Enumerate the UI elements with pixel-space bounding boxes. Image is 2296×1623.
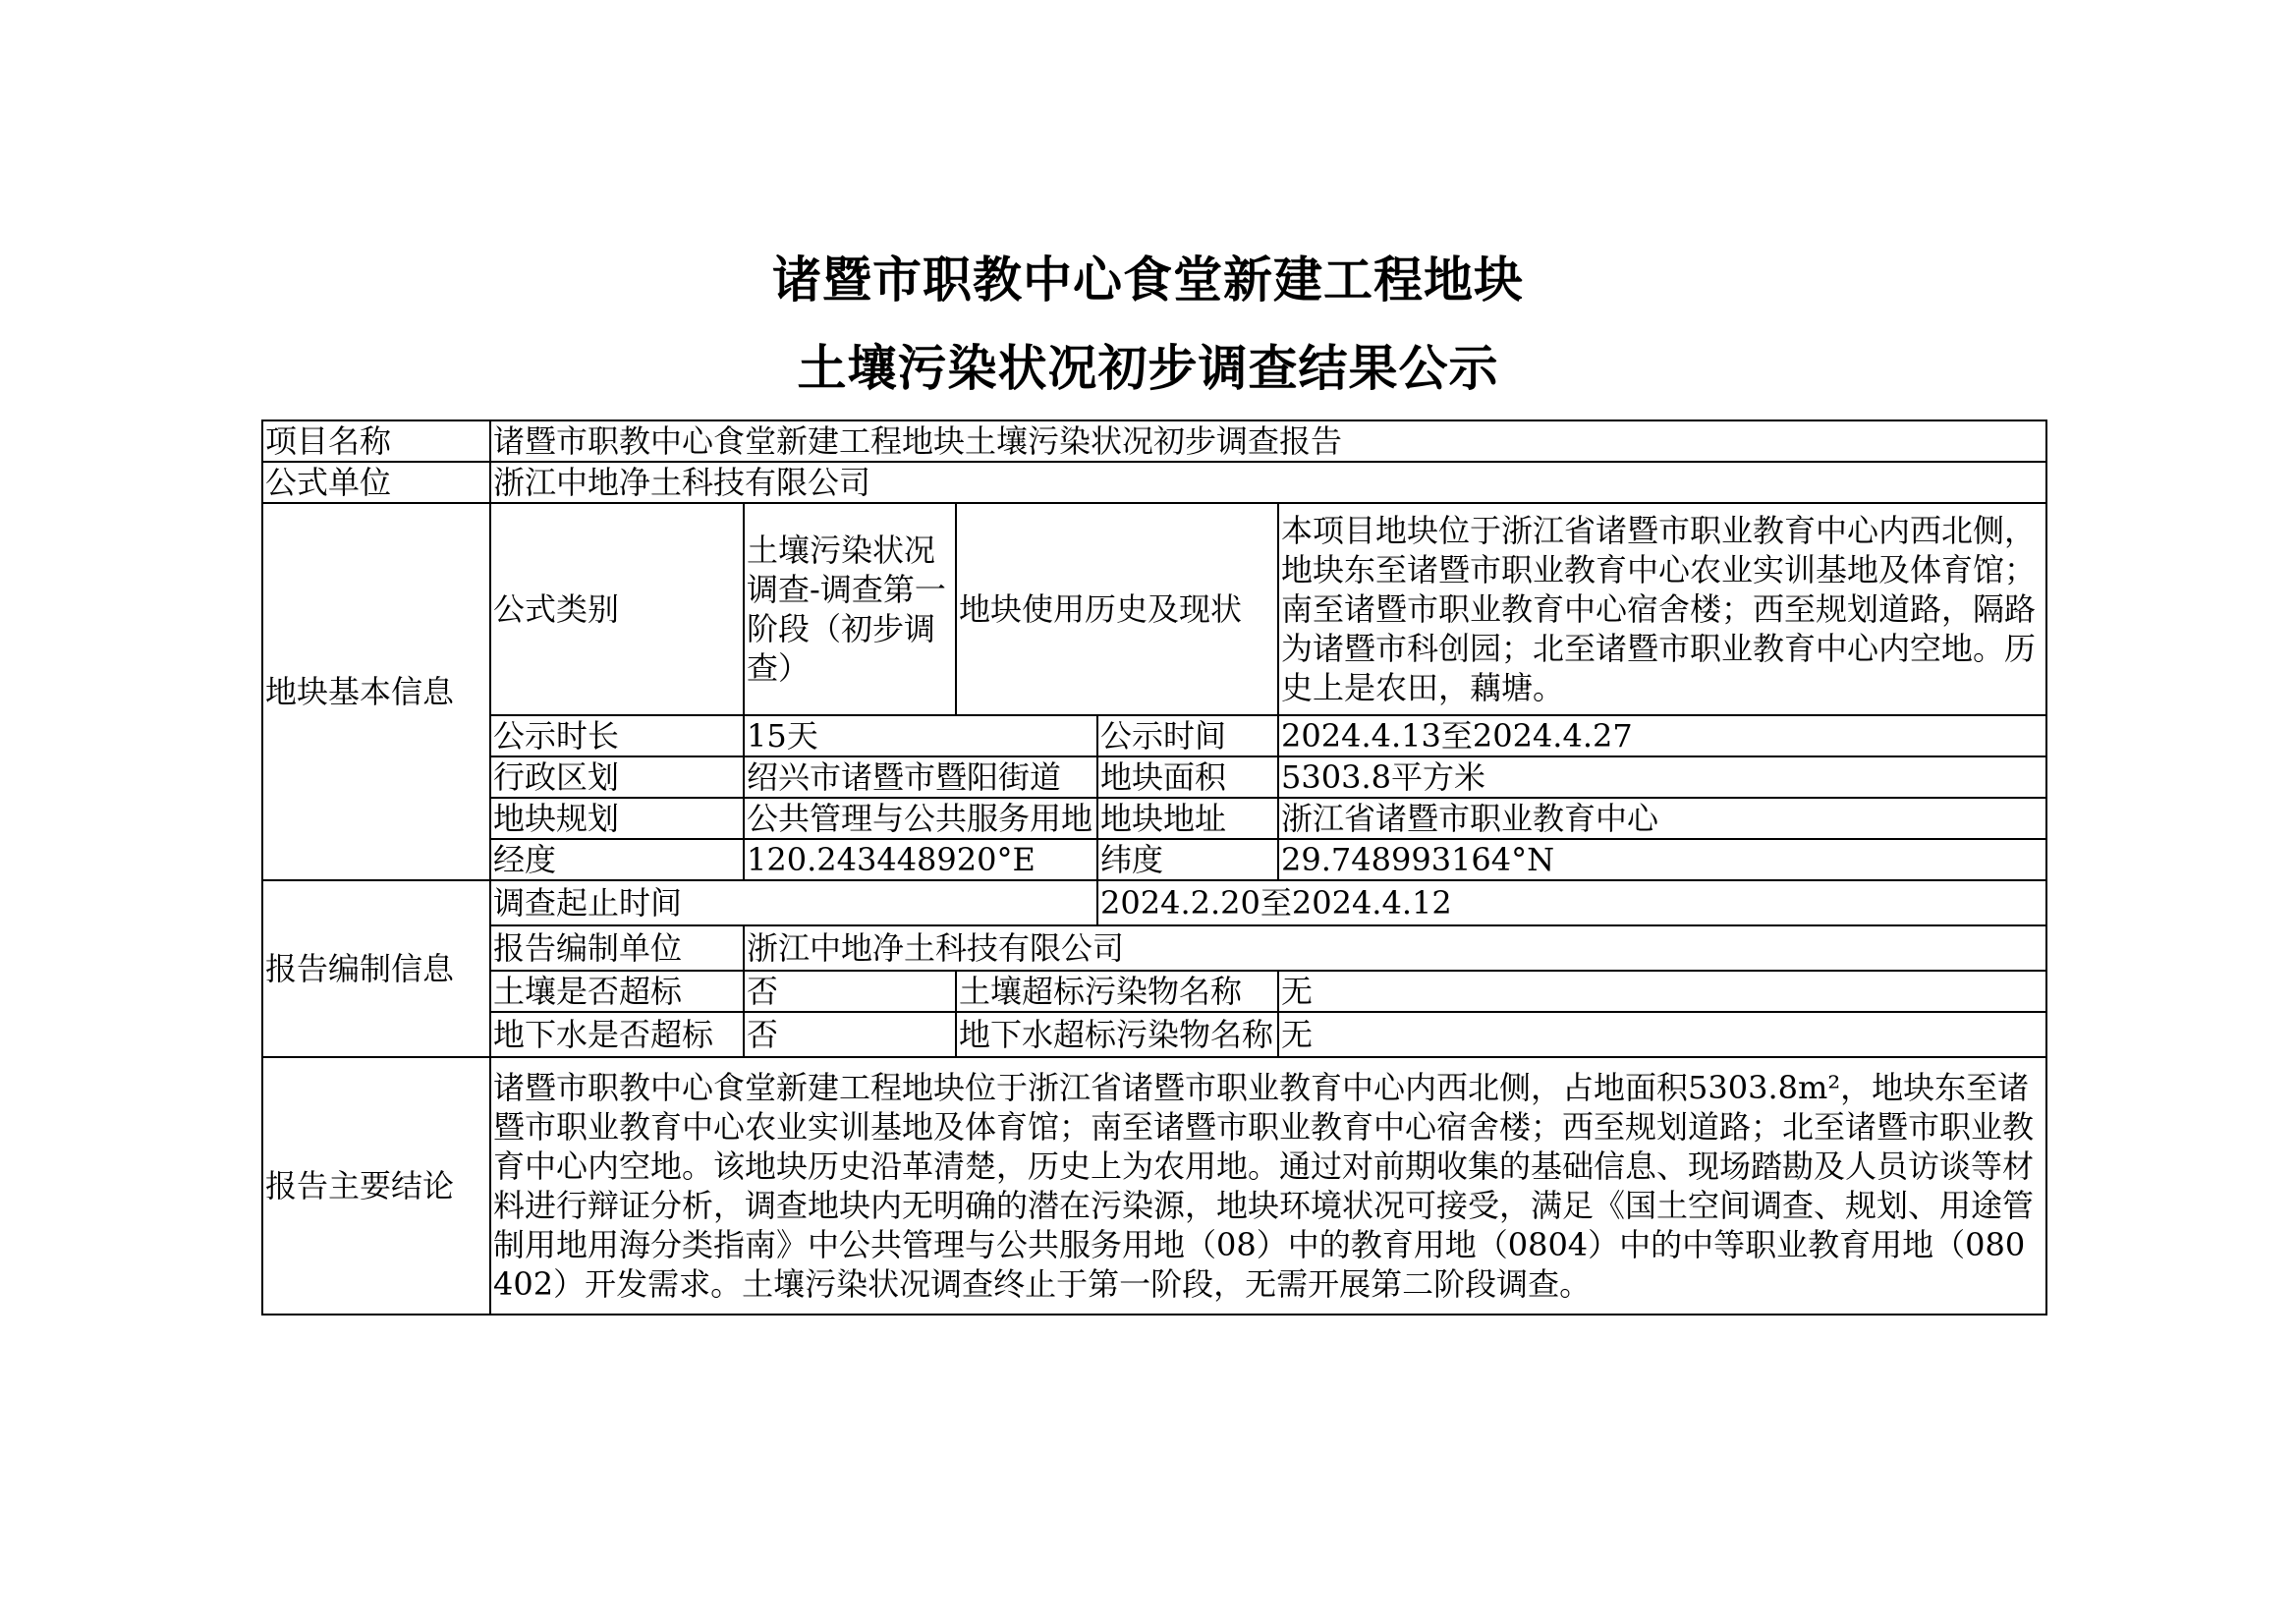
row-type-history <box>262 503 2046 715</box>
district-value: 绍兴市诸暨市暨阳街道 <box>744 756 1097 798</box>
row-conclusion <box>262 1057 2046 1315</box>
row-planning <box>262 798 2046 839</box>
title-line-2: 土壤污染状况初步调查结果公示 <box>797 340 1499 397</box>
publisher-value: 浙江中地净土科技有限公司 <box>490 462 2046 503</box>
groundwater-pollutant-label: 地下水超标污染物名称 <box>956 1012 1278 1057</box>
row-district <box>262 756 2046 798</box>
survey-period-value: 2024.2.20至2024.4.12 <box>1097 880 2046 925</box>
area-value: 5303.8平方米 <box>1278 756 2046 798</box>
planning-label: 地块规划 <box>490 798 744 839</box>
address-value: 浙江省诸暨市职业教育中心 <box>1278 798 2046 839</box>
groundwater-exceed-value: 否 <box>744 1012 956 1057</box>
basic-info-section-label: 地块基本信息 <box>262 503 490 880</box>
row-groundwater-exceed <box>262 1012 2046 1057</box>
conclusion-label: 报告主要结论 <box>262 1057 490 1315</box>
publicity-table <box>261 420 2047 1315</box>
report-info-section-label: 报告编制信息 <box>262 880 490 1057</box>
duration-label: 公示时长 <box>490 715 744 756</box>
duration-value: 15天 <box>744 715 1097 756</box>
type-label: 公式类别 <box>490 503 744 715</box>
conclusion-value: 诸暨市职教中心食堂新建工程地块位于浙江省诸暨市职业教育中心内西北侧，占地面积5303.8m²，地块东至诸暨市职业教育中心农业实训基地及体育馆；南至诸暨市职业教育中心宿舍楼；西至规划道路；北至诸暨市职业教育中心内空地。该地块历史沿革清楚，历史上为农用地。通过对前期收集的基础信息、现场踏勘及人员访谈等材料进行辩证分析，调查地块内无明确的潜在污染源，地块环境状况可接受，满足《国土空间调查、规划、用途管制用地用海分类指南》中公共管理与公共服务用地（08）中的教育用地（0804）中的中等职业教育用地（080402）开发需求。土壤污染状况调查终止于第一阶段，无需开展第二阶段调查。 <box>490 1057 2046 1315</box>
longitude-label: 经度 <box>490 839 744 880</box>
compiler-value: 浙江中地净土科技有限公司 <box>744 925 2046 971</box>
project-name-label: 项目名称 <box>262 420 490 462</box>
publisher-label: 公式单位 <box>262 462 490 503</box>
row-publisher <box>262 462 2046 503</box>
row-coordinates <box>262 839 2046 880</box>
soil-pollutant-value: 无 <box>1278 971 2046 1012</box>
history-value: 本项目地块位于浙江省诸暨市职业教育中心内西北侧，地块东至诸暨市职业教育中心农业实训基地及体育馆；南至诸暨市职业教育中心宿舍楼；西至规划道路，隔路为诸暨市科创园；北至诸暨市职业教育中心内空地。历史上是农田，藕塘。 <box>1278 503 2046 715</box>
compiler-label: 报告编制单位 <box>490 925 744 971</box>
row-compiler <box>262 925 2046 971</box>
groundwater-pollutant-value: 无 <box>1278 1012 2046 1057</box>
history-label: 地块使用历史及现状 <box>956 503 1278 715</box>
address-label: 地块地址 <box>1097 798 1278 839</box>
groundwater-exceed-label: 地下水是否超标 <box>490 1012 744 1057</box>
title-line-1: 诸暨市职教中心食堂新建工程地块 <box>772 252 1524 308</box>
longitude-value: 120.243448920°E <box>744 839 1097 880</box>
project-name-value: 诸暨市职教中心食堂新建工程地块土壤污染状况初步调查报告 <box>490 420 2046 462</box>
document-title <box>0 251 2296 398</box>
soil-pollutant-label: 土壤超标污染物名称 <box>956 971 1278 1012</box>
row-survey-period <box>262 880 2046 925</box>
period-label: 公示时间 <box>1097 715 1278 756</box>
district-label: 行政区划 <box>490 756 744 798</box>
type-value: 土壤污染状况调查-调查第一阶段（初步调查） <box>744 503 956 715</box>
soil-exceed-label: 土壤是否超标 <box>490 971 744 1012</box>
period-value: 2024.4.13至2024.4.27 <box>1278 715 2046 756</box>
survey-period-label: 调查起止时间 <box>490 880 1097 925</box>
row-duration <box>262 715 2046 756</box>
planning-value: 公共管理与公共服务用地 <box>744 798 1097 839</box>
soil-exceed-value: 否 <box>744 971 956 1012</box>
latitude-label: 纬度 <box>1097 839 1278 880</box>
latitude-value: 29.748993164°N <box>1278 839 2046 880</box>
row-soil-exceed <box>262 971 2046 1012</box>
row-project-name <box>262 420 2046 462</box>
area-label: 地块面积 <box>1097 756 1278 798</box>
